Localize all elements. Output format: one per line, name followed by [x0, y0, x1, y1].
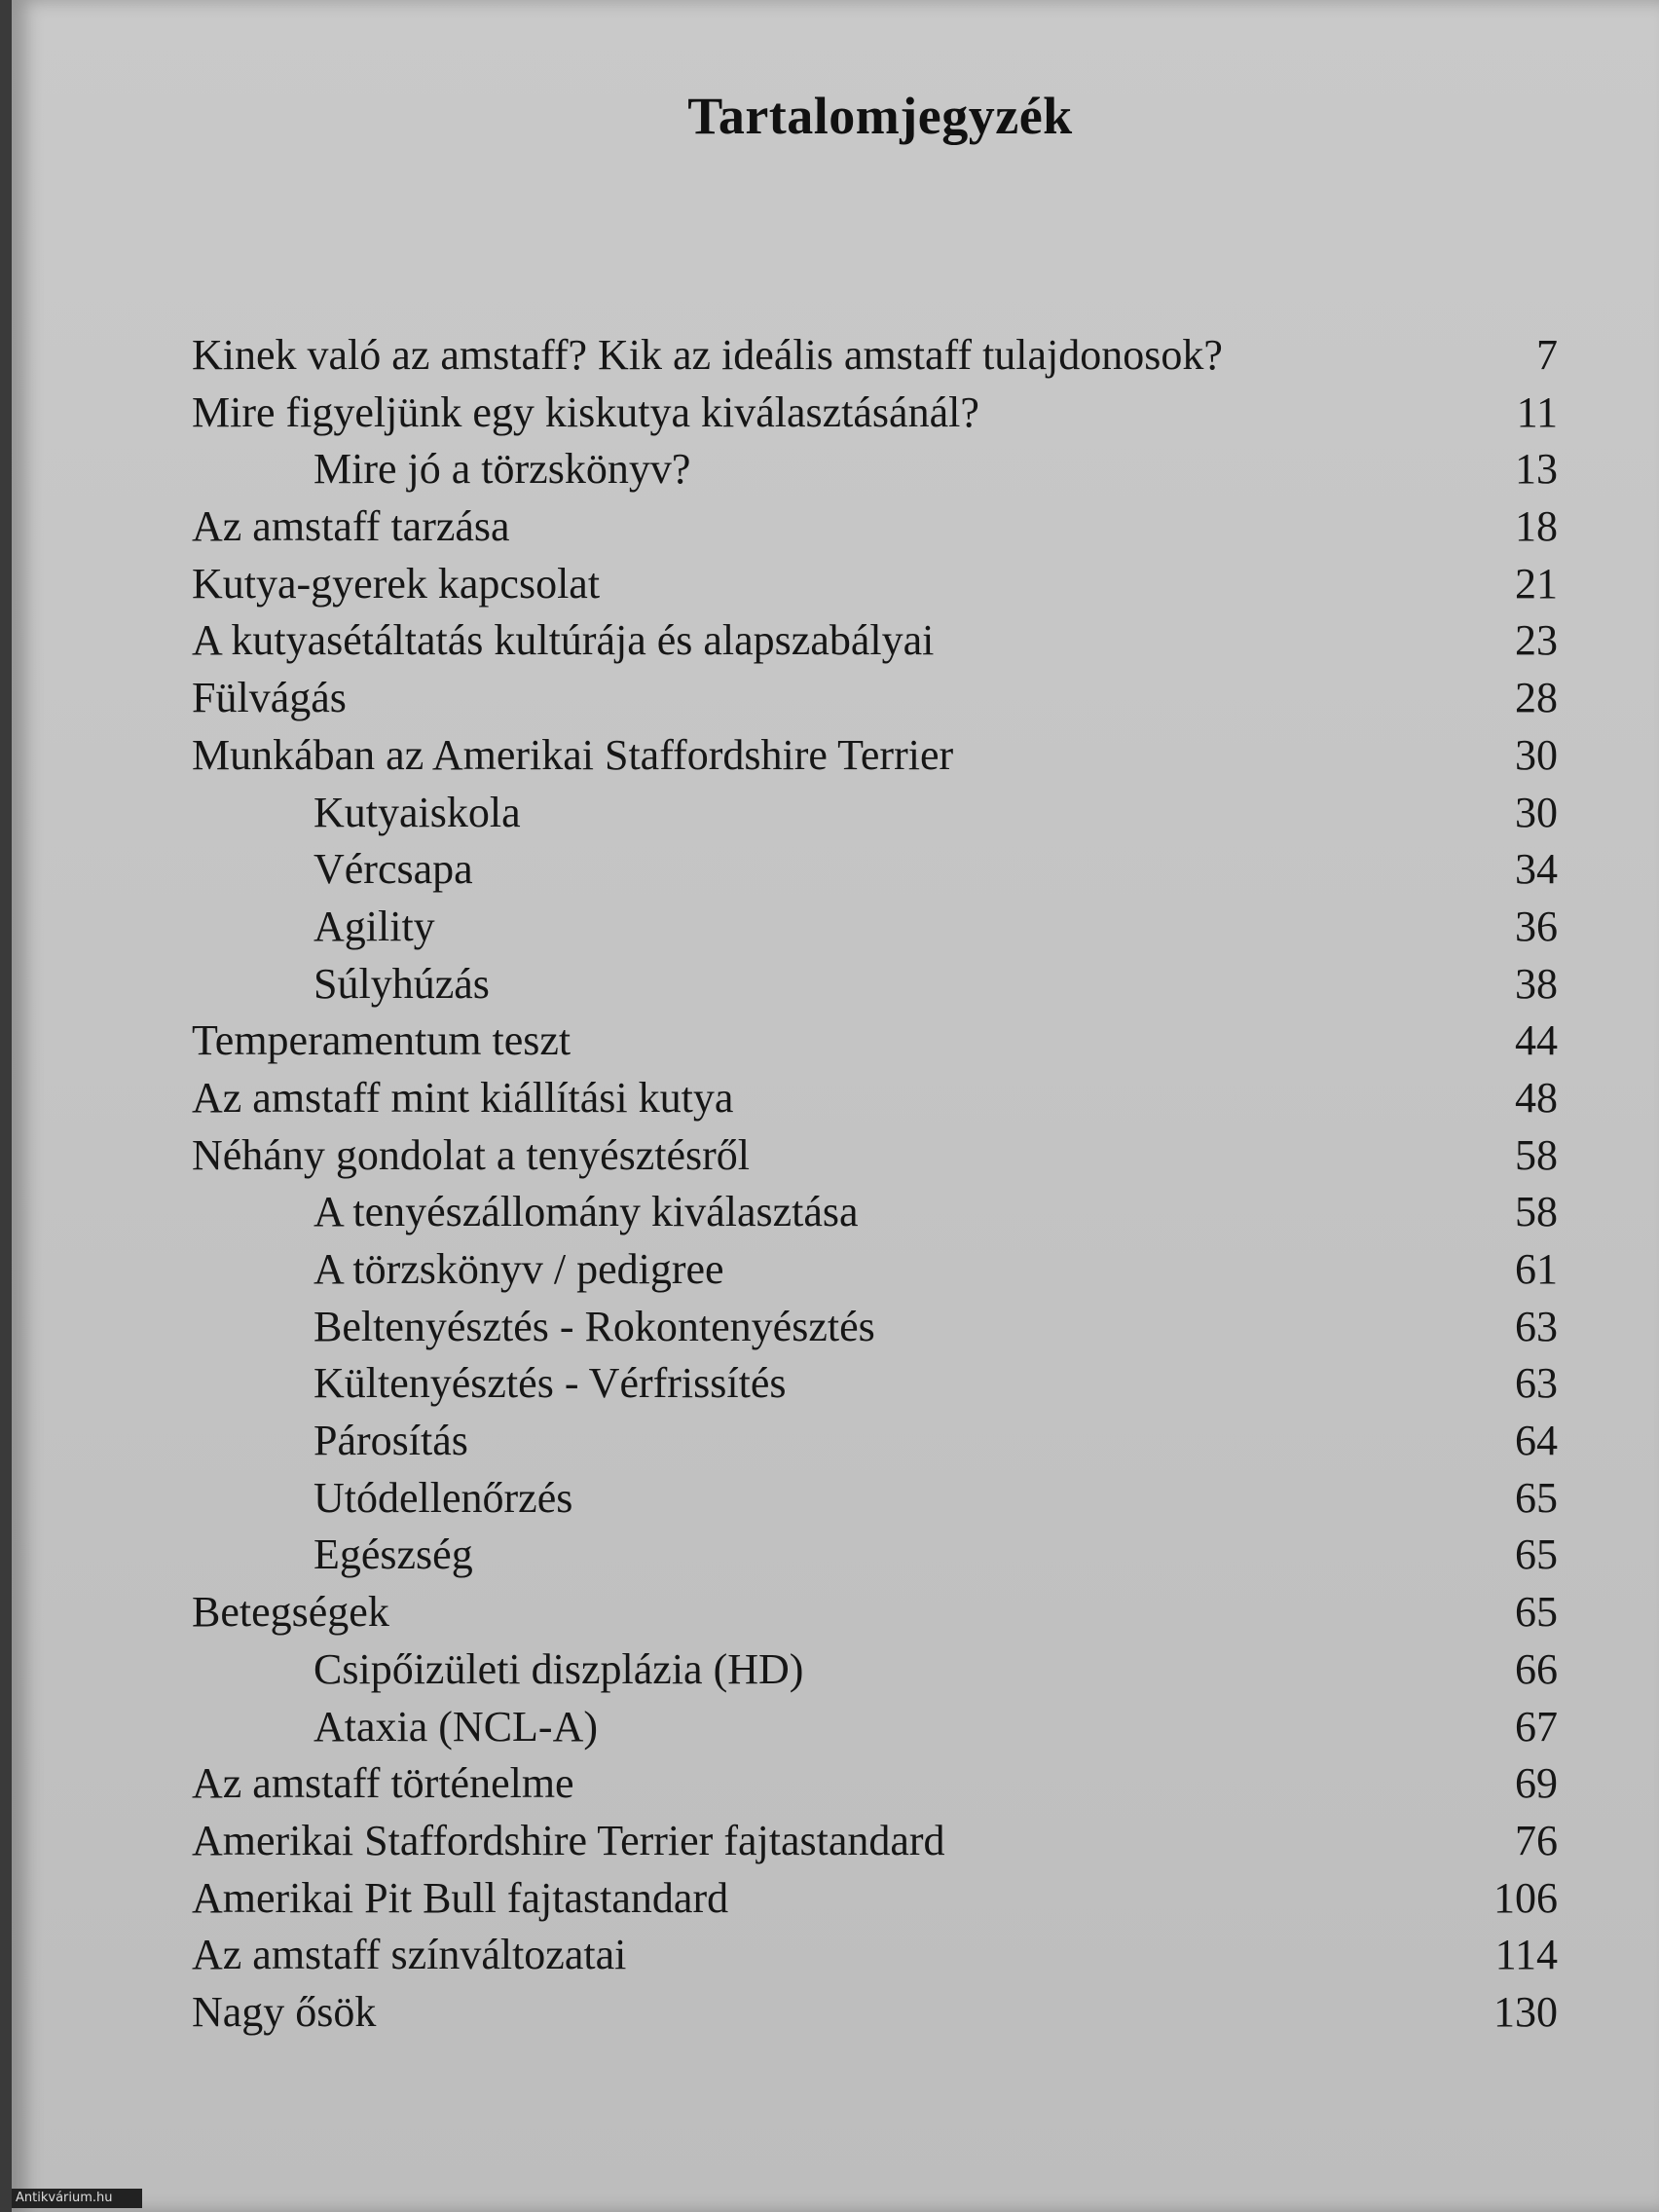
toc-entry-title: Kutyaiskola [313, 788, 521, 836]
toc-entry-page-number: 63 [1515, 1359, 1558, 1408]
toc-entry-page-number: 21 [1515, 559, 1558, 608]
toc-entry [12, 1584, 1659, 1641]
toc-entry-title: Utódellenőrzés [313, 1473, 573, 1522]
toc-entry-title: Az amstaff mint kiállítási kutya [192, 1073, 734, 1122]
toc-entry-title: Súlyhúzás [313, 959, 490, 1008]
toc-entry-page-number: 36 [1515, 902, 1558, 950]
toc-entry-page-number: 106 [1493, 1873, 1558, 1922]
toc-entry-page-number: 48 [1515, 1073, 1558, 1122]
toc-entry-title: Fülvágás [192, 674, 347, 722]
toc-entry [12, 956, 1659, 1014]
toc-entry-title: Amerikai Staffordshire Terrier fajtastandard [192, 1816, 945, 1864]
toc-entry [12, 1299, 1659, 1356]
toc-entry [12, 1070, 1659, 1127]
toc-entry-page-number: 63 [1515, 1302, 1558, 1350]
toc-entry-title: Csipőizületi diszplázia (HD) [313, 1644, 804, 1693]
toc-entry-page-number: 76 [1515, 1816, 1558, 1864]
toc-entry-page-number: 18 [1515, 502, 1558, 551]
toc-entry-title: Kutya-gyerek kapcsolat [192, 559, 601, 608]
toc-entry-page-number: 11 [1516, 387, 1558, 436]
toc-entry-page-number: 23 [1515, 616, 1558, 665]
toc-entry [12, 841, 1659, 899]
toc-entry [12, 1527, 1659, 1584]
toc-entry-title: Betegségek [192, 1588, 389, 1637]
toc-entry [12, 1641, 1659, 1699]
toc-entry-page-number: 13 [1515, 445, 1558, 494]
toc-entry [12, 1013, 1659, 1070]
toc-entry-page-number: 58 [1515, 1188, 1558, 1236]
toc-entry-page-number: 28 [1515, 674, 1558, 722]
toc-entry-title: Ataxia (NCL-A) [313, 1702, 599, 1751]
table-of-contents [12, 327, 1659, 2042]
toc-entry-page-number: 58 [1515, 1130, 1558, 1179]
toc-entry-title: Mire figyeljünk egy kiskutya kiválasztásánál? [192, 387, 979, 436]
toc-entry [12, 727, 1659, 785]
toc-entry-page-number: 65 [1515, 1530, 1558, 1579]
toc-entry-title: Az amstaff történelme [192, 1759, 574, 1808]
toc-entry [12, 1184, 1659, 1241]
toc-entry [12, 498, 1659, 556]
toc-entry [12, 556, 1659, 613]
toc-entry-page-number: 114 [1494, 1931, 1558, 1979]
toc-entry [12, 1355, 1659, 1413]
watermark-label: Antikvárium.hu [12, 2189, 142, 2208]
toc-entry-page-number: 38 [1515, 959, 1558, 1008]
toc-entry [12, 1127, 1659, 1185]
toc-entry-title: A kutyasétáltatás kultúrája és alapszabályai [192, 616, 935, 665]
toc-entry-page-number: 61 [1515, 1245, 1558, 1293]
toc-entry-page-number: 34 [1515, 845, 1558, 894]
toc-entry-title: Temperamentum teszt [192, 1016, 571, 1065]
toc-entry-title: A tenyészállomány kiválasztása [313, 1188, 859, 1236]
toc-entry-title: Kültenyésztés - Vérfrissítés [313, 1359, 787, 1408]
toc-entry-page-number: 30 [1515, 730, 1558, 779]
toc-entry-title: Mire jó a törzskönyv? [313, 445, 691, 494]
toc-entry-title: Munkában az Amerikai Staffordshire Terrier [192, 730, 954, 779]
toc-entry-title: Beltenyésztés - Rokontenyésztés [313, 1302, 875, 1350]
toc-entry [12, 899, 1659, 956]
toc-entry [12, 385, 1659, 442]
toc-entry [12, 785, 1659, 842]
book-page [12, 0, 1659, 2212]
toc-entry [12, 1870, 1659, 1928]
toc-entry-title: Agility [313, 902, 435, 950]
toc-entry-title: Párosítás [313, 1417, 468, 1465]
toc-entry-page-number: 67 [1515, 1702, 1558, 1751]
toc-entry-title: Az amstaff tarzása [192, 502, 510, 551]
toc-entry [12, 1413, 1659, 1470]
toc-entry-title: Kinek való az amstaff? Kik az ideális amstaff tulajdonosok? [192, 331, 1223, 379]
toc-entry-page-number: 30 [1515, 788, 1558, 836]
toc-entry-page-number: 66 [1515, 1644, 1558, 1693]
toc-entry-page-number: 65 [1515, 1588, 1558, 1637]
toc-entry-title: Vércsapa [313, 845, 473, 894]
toc-entry [12, 1984, 1659, 2042]
toc-entry-title: Az amstaff színváltozatai [192, 1931, 627, 1979]
toc-entry-page-number: 130 [1493, 1987, 1558, 2036]
toc-entry-title: Nagy ősök [192, 1987, 377, 2036]
toc-entry [12, 1755, 1659, 1813]
toc-entry [12, 441, 1659, 498]
toc-entry-title: Néhány gondolat a tenyésztésről [192, 1130, 751, 1179]
toc-entry [12, 327, 1659, 385]
toc-entry-title: Egészség [313, 1530, 473, 1579]
toc-entry [12, 1813, 1659, 1870]
toc-entry [12, 1470, 1659, 1528]
toc-entry [12, 670, 1659, 727]
toc-entry-page-number: 69 [1515, 1759, 1558, 1808]
toc-entry-page-number: 7 [1536, 331, 1558, 379]
page-title: Tartalomjegyzék [687, 87, 1073, 145]
toc-entry-page-number: 44 [1515, 1016, 1558, 1065]
toc-entry-page-number: 65 [1515, 1473, 1558, 1522]
toc-entry [12, 1241, 1659, 1299]
toc-entry [12, 1927, 1659, 1984]
toc-entry [12, 612, 1659, 670]
toc-entry [12, 1699, 1659, 1756]
toc-entry-title: Amerikai Pit Bull fajtastandard [192, 1873, 729, 1922]
toc-entry-title: A törzskönyv / pedigree [313, 1245, 724, 1293]
toc-entry-page-number: 64 [1515, 1417, 1558, 1465]
